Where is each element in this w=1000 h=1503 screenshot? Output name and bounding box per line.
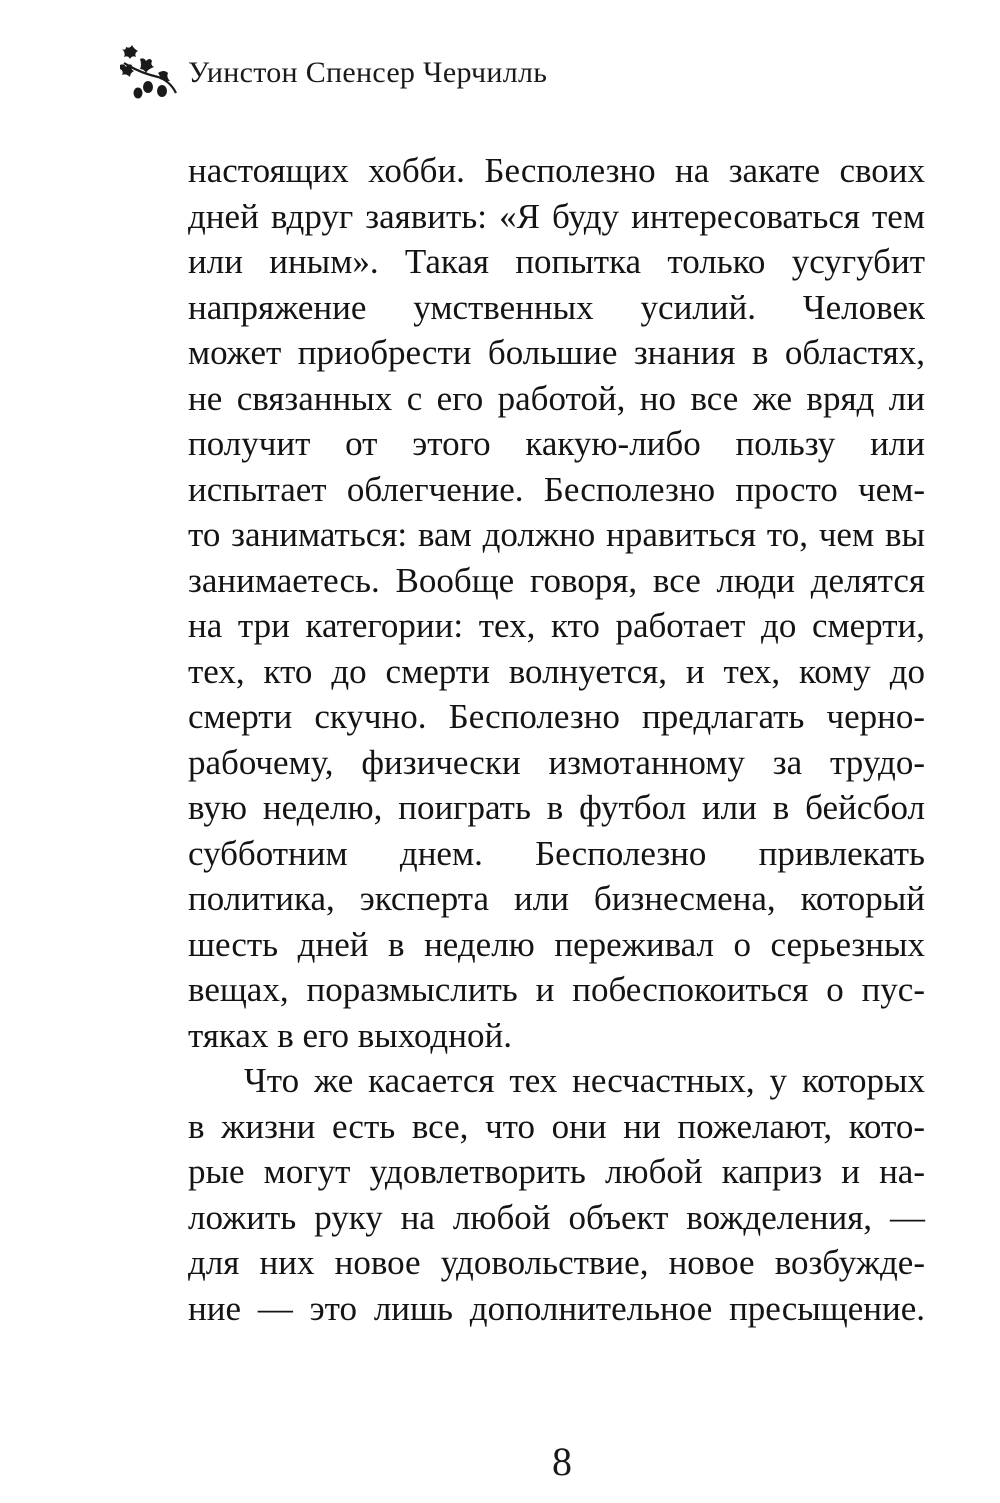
paragraph-1: [188, 148, 925, 1058]
text-line: рые могут удовлетворить любой каприз и на-: [188, 1152, 925, 1191]
text-line: рабочему, физически измотанному за трудо-: [188, 742, 925, 782]
text-line: не связанных с его работой, но все же вряд ли: [188, 378, 925, 418]
author-name: Уинстон Спенсер Черчилль: [188, 56, 548, 89]
paragraph-2: [188, 1058, 925, 1331]
page-number: 8: [552, 1439, 572, 1484]
running-header: [118, 42, 547, 104]
text-line: вую неделю, поиграть в футбол или в бейсбол: [188, 788, 925, 827]
text-line: может приобрести большие знания в областях,: [188, 333, 925, 372]
text-line: на три категории: тех, кто работает до смерти,: [188, 606, 925, 645]
text-line: получит от этого какую-либо пользу или: [188, 424, 925, 463]
text-line: ние — это лишь дополнительное пресыщение.: [188, 1288, 925, 1328]
text-line: или иным». Такая попытка только усугубит: [188, 242, 925, 281]
text-line: занимаетесь. Вообще говоря, все люди делятся: [188, 560, 925, 600]
text-line: настоящих хобби. Бесполезно на закате своих: [188, 151, 925, 190]
text-line: шесть дней в неделю переживал о серьезных: [188, 924, 925, 964]
text-line: политика, эксперта или бизнесмена, который: [188, 879, 925, 918]
text-line: напряжение умственных усилий. Человек: [188, 287, 925, 327]
text-line: субботним днем. Бесполезно привлекать: [188, 833, 925, 873]
oak-leaf-acorn-ornament-icon: [118, 43, 180, 103]
text-line: ложить руку на любой объект вожделения, —: [188, 1197, 925, 1237]
text-line: испытает облегчение. Бесполезно просто чем-: [188, 469, 925, 509]
text-line: тех, кто до смерти волнуется, и тех, кому до: [188, 651, 925, 691]
text-line: то заниматься: вам должно нравиться то, чем вы: [188, 515, 925, 554]
text-line: смерти скучно. Бесполезно предлагать черно-: [188, 697, 925, 736]
text-line: дней вдруг заявить: «Я буду интересоваться тем: [188, 196, 925, 236]
text-line: тяках в его выходной.: [188, 1015, 512, 1055]
text-line: в жизни есть все, что они ни пожелают, кото-: [188, 1106, 925, 1146]
text-line: Что же касается тех несчастных, у которых: [244, 1061, 925, 1100]
text-line: для них новое удовольствие, новое возбужде-: [188, 1243, 925, 1282]
text-line: вещах, поразмыслить и побеспокоиться о пус-: [188, 970, 925, 1009]
